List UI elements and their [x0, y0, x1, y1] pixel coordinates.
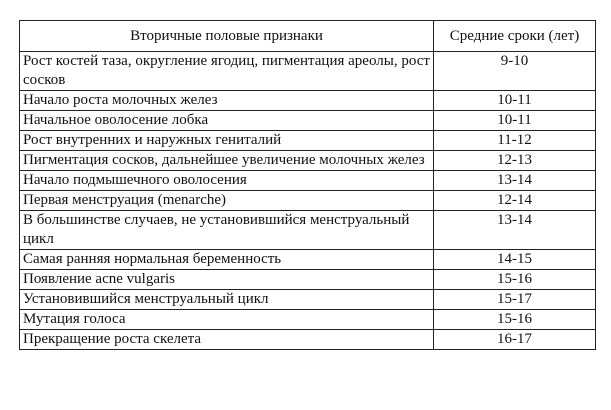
header-signs: Вторичные половые признаки [20, 21, 434, 52]
cell-sign: Начало подмышечного оволосения [20, 171, 434, 191]
cell-age: 15-16 [434, 270, 596, 290]
cell-age: 15-17 [434, 290, 596, 310]
table-row [20, 211, 596, 250]
cell-age: 9-10 [434, 52, 596, 91]
table-row [20, 310, 596, 330]
table-row [20, 111, 596, 131]
table-row [20, 91, 596, 111]
table-row [20, 290, 596, 310]
cell-sign: Рост внутренних и наружных гениталий [20, 131, 434, 151]
cell-sign: Самая ранняя нормальная беременность [20, 250, 434, 270]
cell-age: 11-12 [434, 131, 596, 151]
table-row [20, 131, 596, 151]
cell-age: 10-11 [434, 91, 596, 111]
table-row [20, 151, 596, 171]
cell-age: 12-13 [434, 151, 596, 171]
cell-sign: Появление acne vulgaris [20, 270, 434, 290]
cell-sign: Начало роста молочных желез [20, 91, 434, 111]
cell-sign: Первая менструация (menarche) [20, 191, 434, 211]
cell-sign: Начальное оволосение лобка [20, 111, 434, 131]
cell-age: 13-14 [434, 211, 596, 250]
cell-sign: Мутация голоса [20, 310, 434, 330]
table-header [20, 21, 596, 52]
table-row [20, 171, 596, 191]
table-row [20, 330, 596, 350]
cell-sign: Рост костей таза, округление ягодиц, пигментация ареолы, рост сосков [20, 52, 434, 91]
cell-sign: В большинстве случаев, не установившийся менструальный цикл [20, 211, 434, 250]
header-age: Средние сроки (лет) [434, 21, 596, 52]
cell-age: 12-14 [434, 191, 596, 211]
cell-sign: Прекращение роста скелета [20, 330, 434, 350]
table-body [20, 52, 596, 350]
cell-age: 14-15 [434, 250, 596, 270]
table-row [20, 191, 596, 211]
header-row [20, 21, 596, 52]
cell-sign: Установившийся менструальный цикл [20, 290, 434, 310]
table-row [20, 52, 596, 91]
cell-age: 10-11 [434, 111, 596, 131]
table-row [20, 270, 596, 290]
cell-age: 15-16 [434, 310, 596, 330]
cell-age: 13-14 [434, 171, 596, 191]
puberty-table [19, 20, 596, 350]
cell-sign: Пигментация сосков, дальнейшее увеличение молочных желез [20, 151, 434, 171]
table-row [20, 250, 596, 270]
cell-age: 16-17 [434, 330, 596, 350]
